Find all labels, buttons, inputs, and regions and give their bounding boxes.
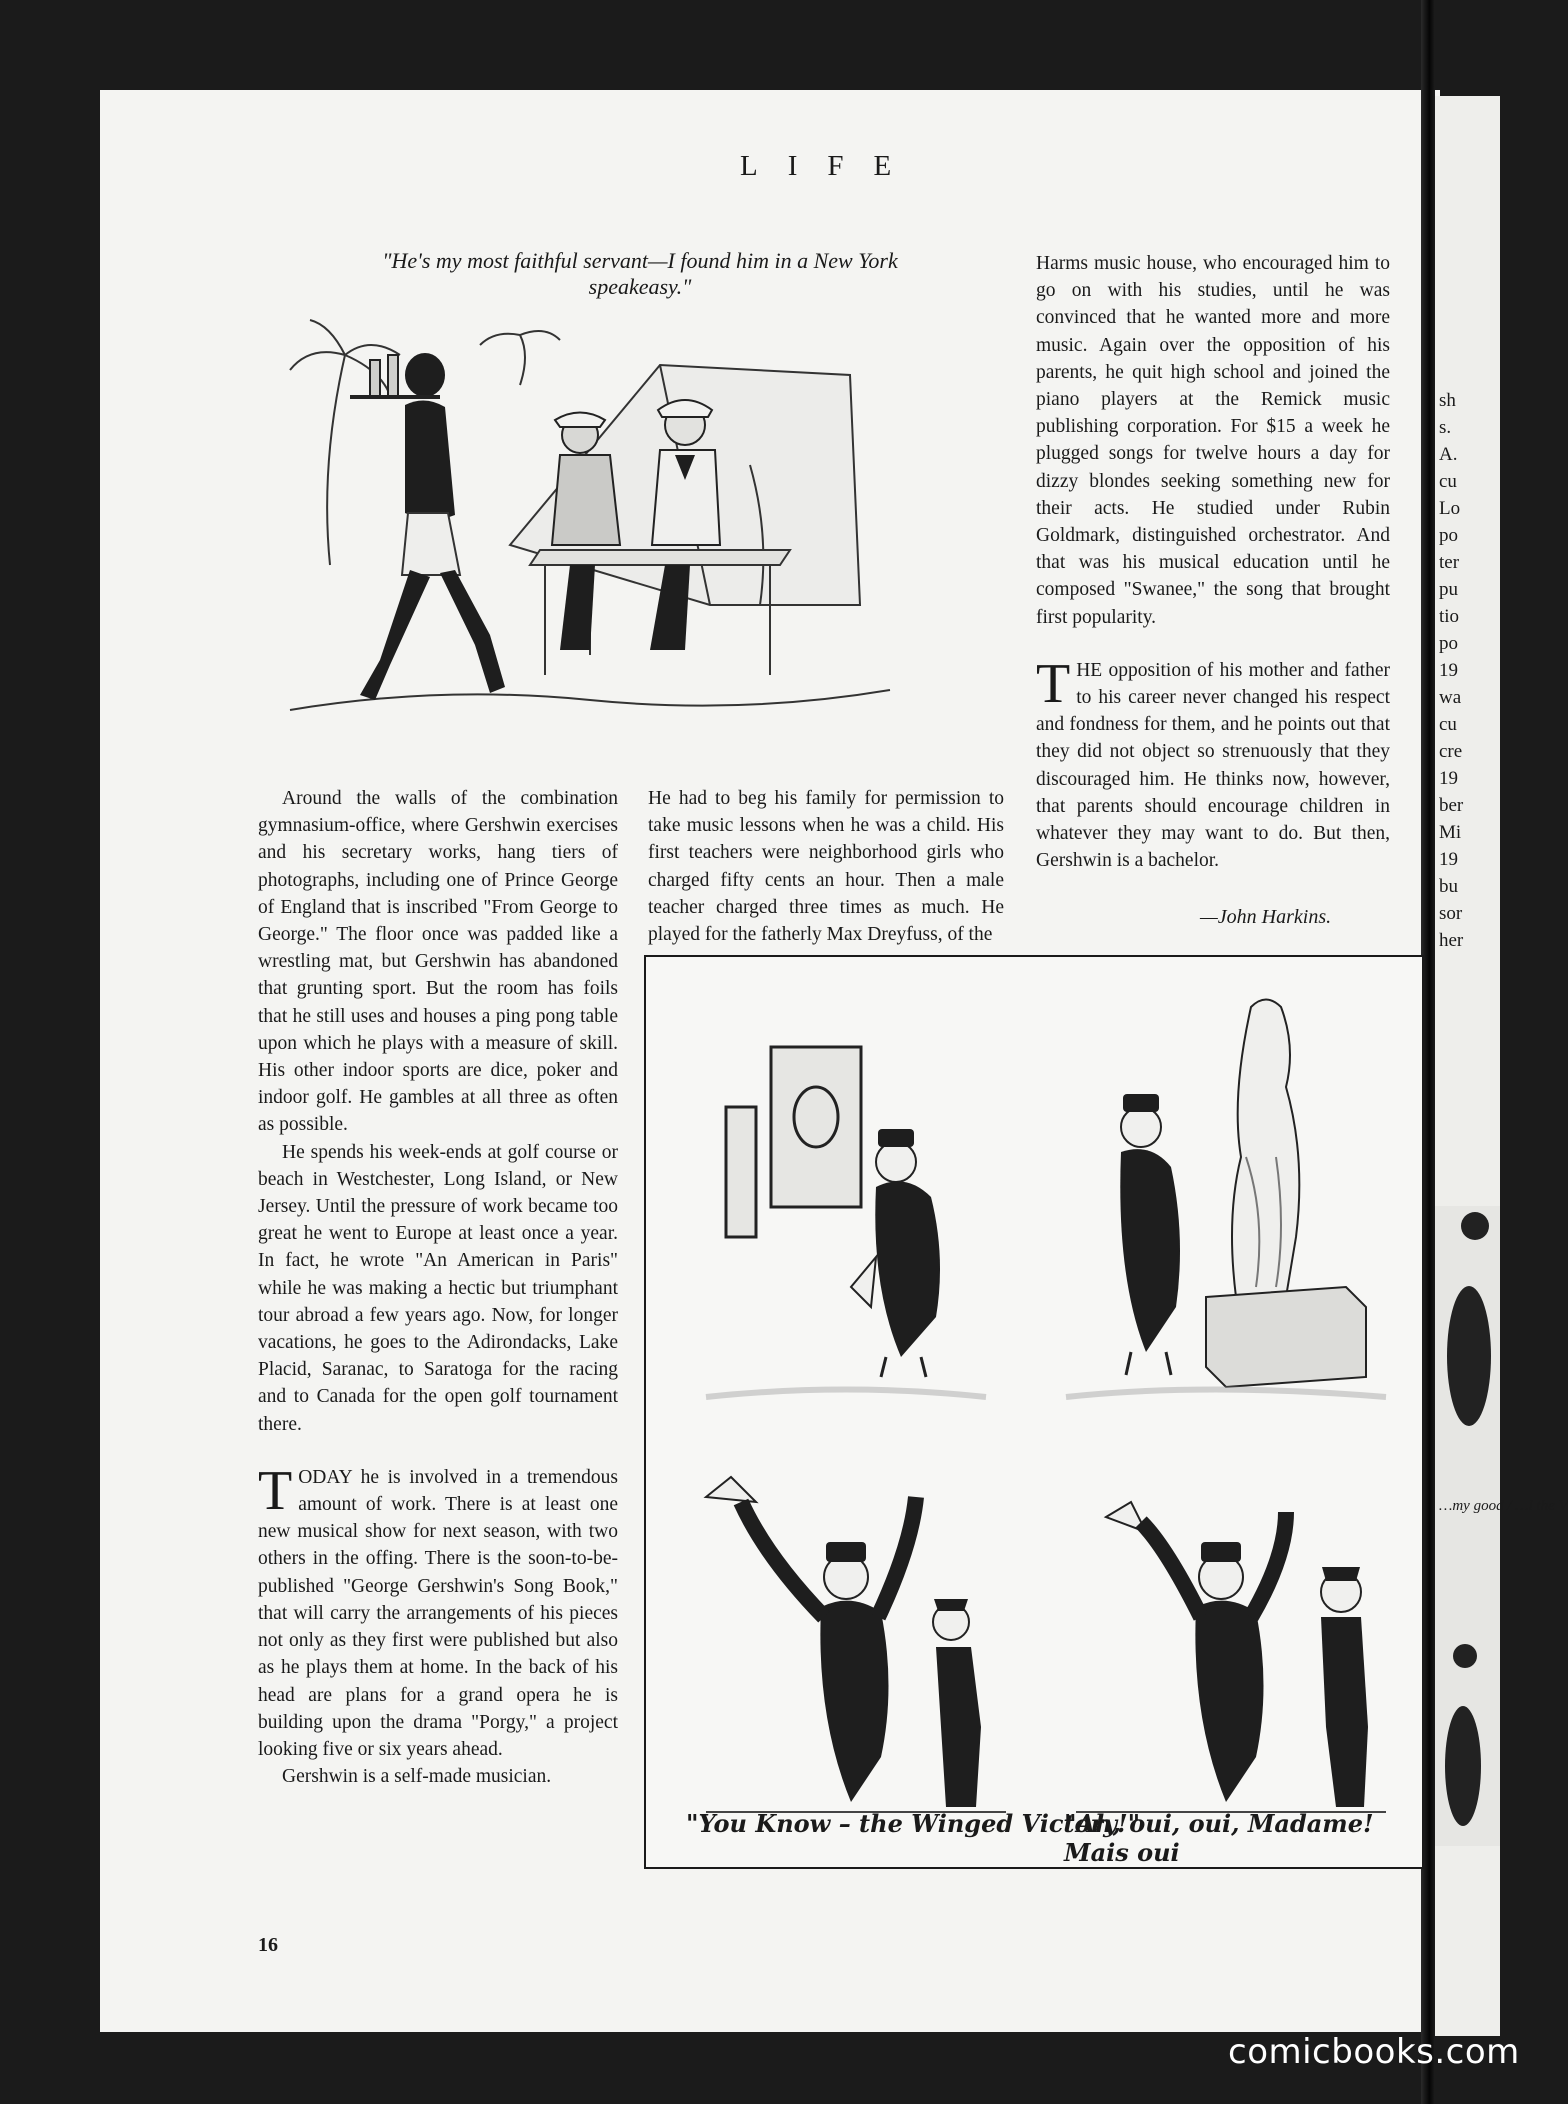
- next-page-fragment: sh: [1439, 390, 1456, 411]
- article-paragraph: [1036, 652, 1390, 875]
- next-page-edge: [1435, 96, 1568, 2036]
- next-page-cartoon-caption: …my good / …l the V: [1439, 1498, 1568, 1514]
- watermark: comicbooks.com: [1228, 2032, 1520, 2072]
- next-page-fragment: wa: [1439, 687, 1462, 708]
- top-cartoon-caption: "He's my most faithful servant—I found him in a New York speakeasy.": [382, 248, 898, 299]
- next-page-fragment: cu: [1439, 471, 1457, 492]
- next-page-fragment: ber: [1439, 795, 1464, 816]
- next-page-fragment: sor: [1439, 903, 1463, 924]
- next-page-fragment: po: [1439, 633, 1458, 654]
- bottom-cartoon-illustration: [646, 957, 1422, 1867]
- page-number: 16: [258, 1934, 278, 1956]
- next-page-fragment: A.: [1439, 444, 1458, 465]
- cartoon-caption-right: "Ah, oui, oui, Madame! Mais oui: [1064, 1809, 1374, 1867]
- article-paragraph-text: HE opposition of his mother and father to his career never changed his respect and fondness for them, and he points out that they did not object so strenuously that they discouraged him. He thinks now, however, that parents should encourage children in whatever they may want to do. But then, Gershwin is a bachelor.: [1036, 659, 1390, 872]
- next-page-fragment: s.: [1439, 417, 1452, 438]
- next-page-fragment: po: [1439, 525, 1458, 546]
- author-signature: —John Harkins.: [1200, 906, 1332, 928]
- article-column-left: [258, 785, 618, 1790]
- next-page-fragment: cre: [1439, 741, 1463, 762]
- article-column-middle: [648, 785, 1004, 948]
- next-page-fragment: 19: [1439, 768, 1458, 789]
- next-page-fragment: 19: [1439, 660, 1458, 681]
- top-cartoon-illustration: [290, 315, 890, 720]
- next-page-cartoon-edge: [1435, 1206, 1500, 1846]
- bottom-cartoon-frame: [644, 955, 1424, 1869]
- article-paragraph: He had to beg his family for permission to take music lessons when he was a child. His first teachers were neighborhood girls who charged fifty cents an hour. Then a male teacher charged three times as much. He played for the fatherly Max Dreyfuss, of the: [648, 788, 1004, 946]
- drop-cap: T: [258, 1459, 293, 1522]
- next-page-fragment: tio: [1439, 606, 1460, 627]
- article-paragraph: He spends his week-ends at golf course or beach in Westchester, Long Island, or New Jersey. Until the pressure of work became too great he went to Europe at least once a year. In fact, he wrote "An American in Paris" while he was making a hectic but triumphant tour abroad a few years ago. Now, for longer vacations, he goes to the Adirondacks, Lake Placid, Saranac, to Saratoga for the racing and to Canada for the open golf tournament there.: [258, 1141, 618, 1435]
- drop-cap: T: [1036, 652, 1071, 715]
- next-page-fragment: Lo: [1439, 498, 1461, 519]
- magazine-masthead: LIFE: [740, 150, 922, 182]
- next-page-fragment: bu: [1439, 876, 1458, 897]
- next-page-fragment: cu: [1439, 714, 1457, 735]
- next-page-fragment: pu: [1439, 579, 1458, 600]
- next-page-fragment: her: [1439, 930, 1464, 951]
- article-paragraph-text: ODAY he is involved in a tremendous amount of work. There is at least one new musical show for next season, with two others in the offing. There is the soon-to-be-published "George Gershwin's Song Book," that will carry the arrangements of his pieces not only as they first were published but also as he plays them at home. In the back of his head are plans for a grand opera he is building upon the drama "Porgy," a project looking five or six years ahead.: [258, 1466, 618, 1760]
- cartoon-caption-left: "You Know – the Winged Victory!": [686, 1809, 1141, 1838]
- next-page-fragment: ter: [1439, 552, 1460, 573]
- next-page-fragment: Mi: [1439, 822, 1462, 843]
- article-paragraph: Around the walls of the combination gymnasium-office, where Gershwin exercises and his secretary works, hang tiers of photographs, including one of Prince George of England that is inscribed "From George to George." The floor once was padded like a wrestling mat, but Gershwin has abandoned that grunting sport. But the room has foils that he still uses and houses a ping pong table upon which he plays with a measure of skill. His other indoor sports are dice, poker and indoor golf. He gambles at all three as often as possible.: [258, 788, 618, 1136]
- next-page-fragment: 19: [1439, 849, 1458, 870]
- article-paragraph: Gershwin is a self-made musician.: [282, 1766, 552, 1788]
- article-paragraph: [258, 1459, 618, 1763]
- article-paragraph: Harms music house, who encouraged him to go on with his studies, until he was convinced that he wanted more and more music. Again over the opposition of his parents, he quit high school and joined the piano players at the Remick music publishing corporation. For $15 a week he plugged songs for twelve hours a day for dizzy blondes seeking something new for their acts. He studied under Rubin Goldmark, distinguished orchestrator. And that was his musical education until he composed "Swanee," the song that brought first popularity.: [1036, 253, 1390, 628]
- article-column-right: [1036, 250, 1390, 874]
